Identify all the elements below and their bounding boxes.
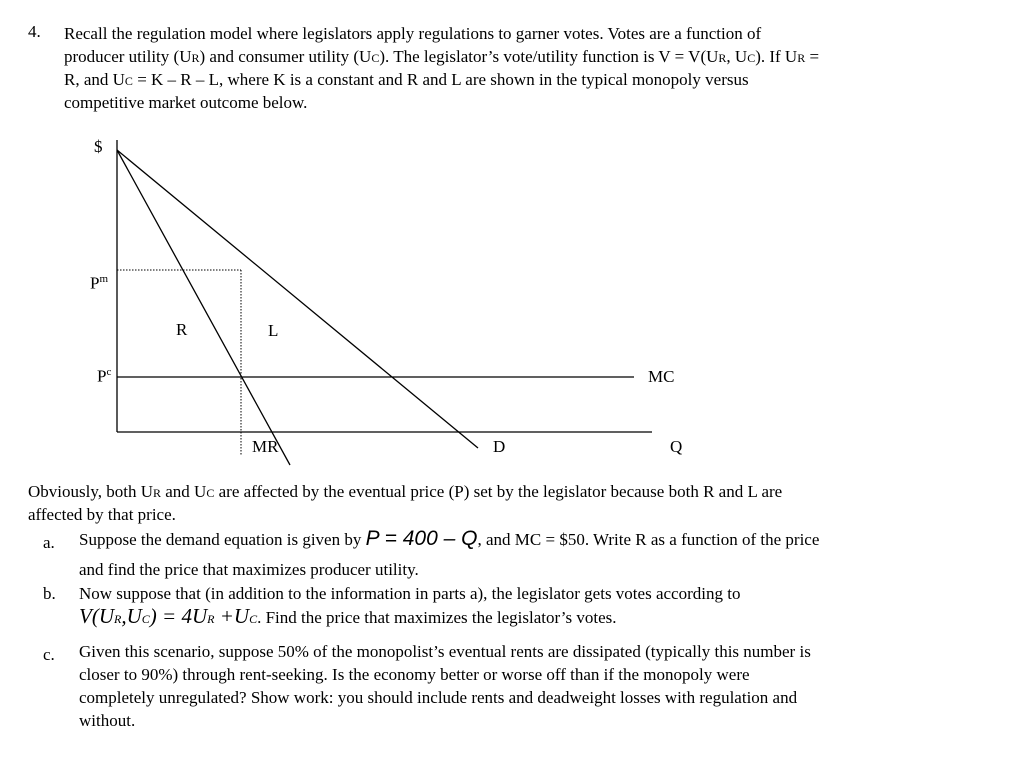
part-c-line-4: without. bbox=[79, 711, 136, 730]
text-span: Obviously, both U bbox=[28, 482, 153, 501]
subscript: R bbox=[114, 612, 122, 626]
vote-equation: +U bbox=[214, 604, 250, 628]
d-label: D bbox=[493, 437, 506, 456]
subscript: R bbox=[797, 51, 806, 65]
demand-equation: P = 400 – Q bbox=[365, 527, 478, 550]
part-a-letter: a. bbox=[43, 533, 55, 552]
r-label: R bbox=[176, 320, 188, 339]
subscript: R bbox=[718, 51, 727, 65]
text-span: are affected by the eventual price (P) set by the legislator because both R and L are bbox=[214, 482, 783, 501]
text-span: , and MC = $50. Write R as a function of the price bbox=[477, 530, 820, 549]
part-a-line-1 bbox=[79, 527, 819, 551]
text-span: producer utility (U bbox=[64, 47, 192, 66]
subscript: R bbox=[207, 612, 215, 626]
part-b-line-2 bbox=[79, 604, 617, 629]
subscript: C bbox=[206, 486, 215, 500]
text-span: = bbox=[805, 47, 820, 66]
subscript: C bbox=[747, 51, 756, 65]
obviously-line-1 bbox=[28, 482, 782, 502]
vote-equation: ) = 4U bbox=[149, 604, 208, 628]
part-b-line-1: Now suppose that (in addition to the information in parts a), the legislator gets votes according to bbox=[79, 584, 741, 603]
part-c-letter: c. bbox=[43, 645, 55, 664]
text-span: ). The legislator’s vote/utility function is V = V(U bbox=[379, 47, 719, 66]
text-span: ). If U bbox=[755, 47, 798, 66]
text-span: R, and U bbox=[64, 70, 125, 89]
part-c-line-2: closer to 90%) through rent-seeking. Is the economy better or worse off than if the monopoly were bbox=[79, 665, 750, 684]
text-span: and U bbox=[161, 482, 207, 501]
question-number: 4. bbox=[28, 22, 41, 41]
text-span: P bbox=[90, 273, 100, 293]
part-c-line-1: Given this scenario, suppose 50% of the monopolist’s eventual rents are dissipated (typically this number is bbox=[79, 642, 811, 661]
subscript: C bbox=[141, 612, 150, 626]
y-axis-label: $ bbox=[94, 137, 103, 156]
subscript: C bbox=[371, 51, 380, 65]
subscript: R bbox=[191, 51, 200, 65]
text-span: ) and consumer utility (U bbox=[199, 47, 372, 66]
text-span: = K – R – L, where K is a constant and R and L are shown in the typical monopoly versus bbox=[132, 70, 749, 89]
subscript: R bbox=[153, 486, 162, 500]
demand-line bbox=[117, 150, 478, 448]
superscript: c bbox=[106, 366, 112, 378]
text-span: Suppose the demand equation is given by bbox=[79, 530, 366, 549]
subscript: C bbox=[124, 74, 133, 88]
mr-label: MR bbox=[252, 437, 279, 456]
vote-equation: ,U bbox=[121, 604, 142, 628]
text-span: P bbox=[97, 366, 107, 386]
superscript: m bbox=[99, 273, 109, 285]
pc-label bbox=[97, 366, 111, 387]
part-b-letter: b. bbox=[43, 584, 56, 603]
part-a-line-2: and find the price that maximizes producer utility. bbox=[79, 560, 419, 579]
mr-line bbox=[117, 150, 290, 465]
l-label: L bbox=[268, 321, 279, 340]
pm-label bbox=[90, 273, 108, 294]
q-label: Q bbox=[670, 437, 683, 456]
part-c-line-3: completely unregulated? Show work: you should include rents and deadweight losses with regulation and bbox=[79, 688, 798, 707]
intro-line-4: competitive market outcome below. bbox=[64, 93, 308, 112]
vote-equation: V(U bbox=[79, 604, 114, 628]
mc-label: MC bbox=[648, 367, 675, 386]
subscript: C bbox=[249, 612, 258, 626]
intro-line-1: Recall the regulation model where legislators apply regulations to garner votes. Votes are a function of bbox=[64, 24, 762, 43]
text-span: , U bbox=[726, 47, 748, 66]
text-span: . Find the price that maximizes the legislator’s votes. bbox=[257, 608, 617, 627]
obviously-line-2: affected by that price. bbox=[28, 505, 176, 524]
